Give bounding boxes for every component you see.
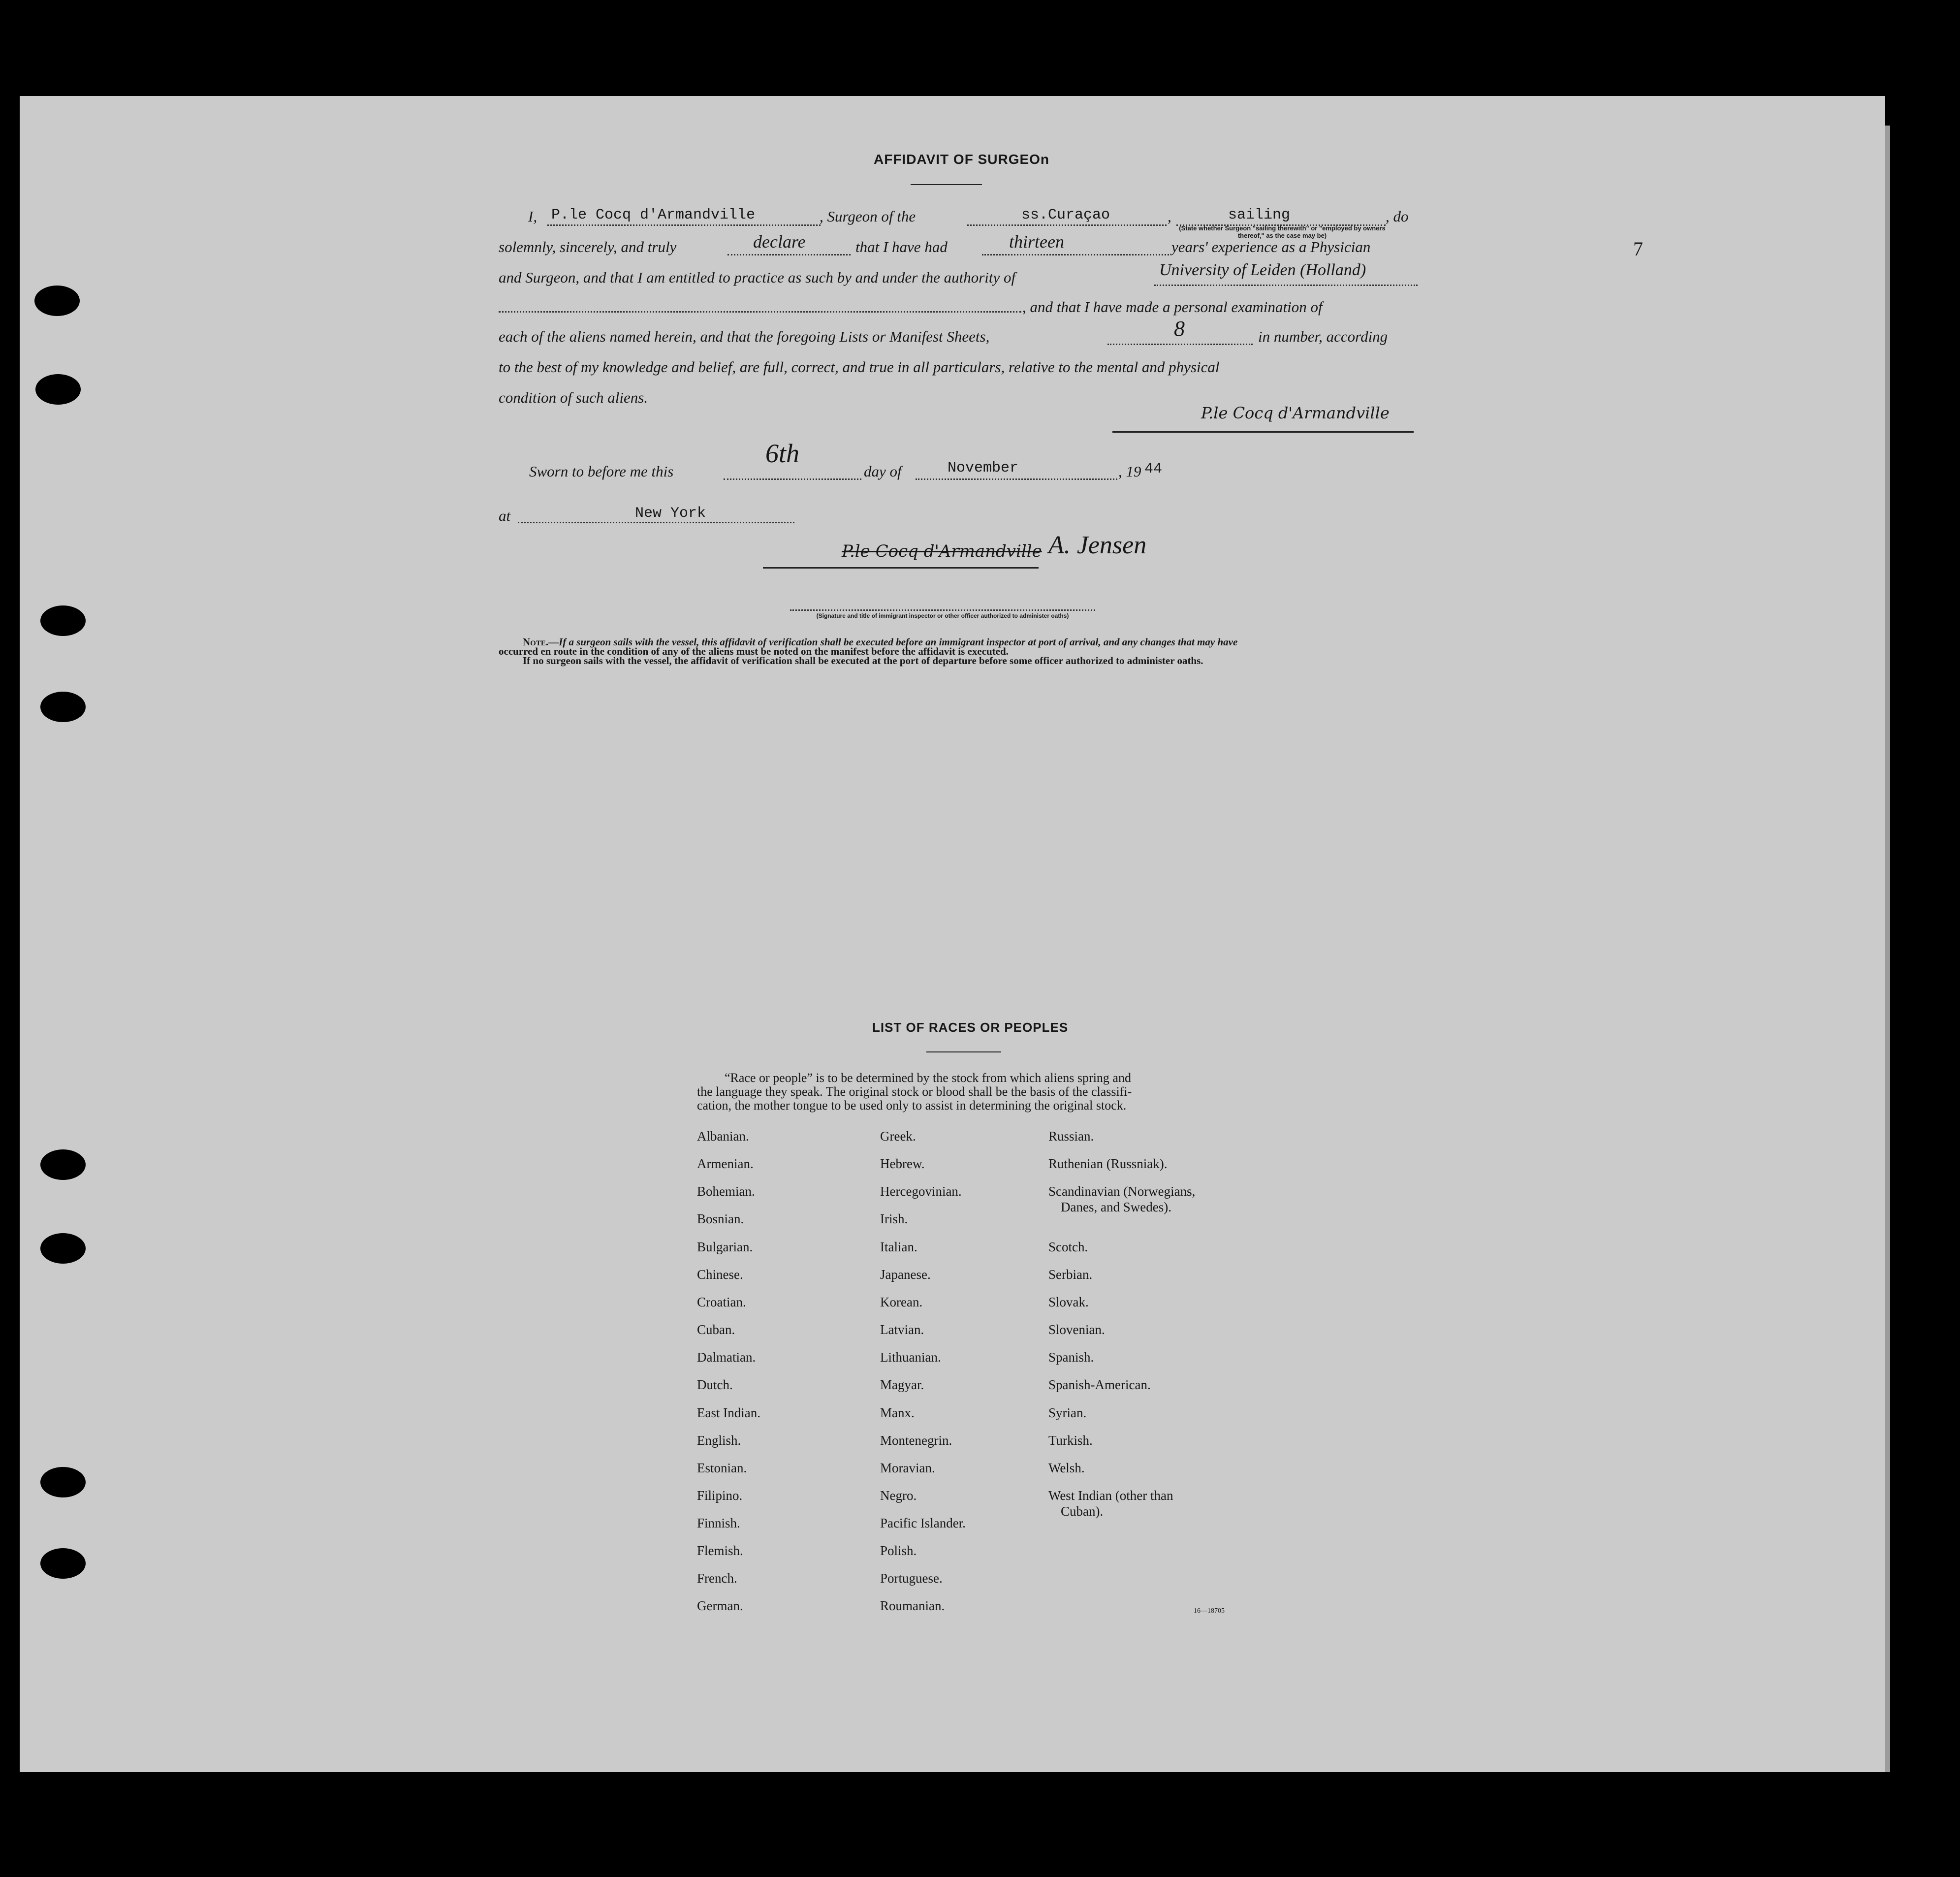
race-item: Bulgarian. <box>697 1240 753 1254</box>
race-item: Magyar. <box>880 1377 924 1392</box>
race-item: Slovenian. <box>1048 1322 1105 1337</box>
affidavit-text: , and that I have made a personal examination of <box>1022 298 1323 316</box>
blank-line <box>967 224 1167 226</box>
affidavit-text: each of the aliens named herein, and that the foregoing Lists or Manifest Sheets, <box>499 328 990 345</box>
race-item: Korean. <box>880 1295 923 1309</box>
race-item: East Indian. <box>697 1405 760 1420</box>
affidavit-text: years' experience as a Physician <box>1171 238 1371 255</box>
blank-line <box>518 522 794 523</box>
sheets-field: 8 <box>1174 317 1185 341</box>
note-line: If no surgeon sails with the vessel, the affidavit of verification shall be executed at the port of departure before some officer authorized to administer oaths. <box>523 655 1203 667</box>
officer-signature-2: A. Jensen <box>1048 531 1147 559</box>
race-item: Croatian. <box>697 1295 746 1309</box>
blank-line <box>547 224 821 226</box>
race-item: Albanian. <box>697 1129 749 1144</box>
race-item: Estonian. <box>697 1461 747 1475</box>
surgeon-name-field: P.le Cocq d'Armandville <box>551 207 756 223</box>
binder-hole <box>40 1149 86 1180</box>
race-item: Armenian. <box>697 1156 754 1171</box>
race-item: Finnish. <box>697 1516 740 1530</box>
race-item: Spanish-American. <box>1048 1377 1151 1392</box>
race-item: Welsh. <box>1048 1461 1085 1475</box>
race-item: Syrian. <box>1048 1405 1087 1420</box>
form-number: 16—18705 <box>1194 1607 1225 1615</box>
race-item: Portuguese. <box>880 1571 943 1586</box>
note-line: —If a surgeon sails with the vessel, this affidavit of verification shall be executed before an immigrant inspector at port of arrival, and any changes that may have <box>548 636 1238 648</box>
race-item: Moravian. <box>880 1461 935 1475</box>
races-title: LIST OF RACES OR PEOPLES <box>872 1020 1069 1035</box>
affidavit-text: and Surgeon, and that I am entitled to practice as such by and under the authority of <box>499 269 1016 286</box>
races-intro: the language they speak. The original stock or blood shall be the basis of the classifi- <box>697 1084 1132 1099</box>
vessel-field: ss.Curaçao <box>1021 207 1110 223</box>
binder-hole <box>35 374 81 405</box>
race-item: Chinese. <box>697 1267 743 1282</box>
blank-line <box>724 478 861 480</box>
race-item: Scotch. <box>1048 1240 1088 1254</box>
sworn-year-field: 44 <box>1144 461 1163 477</box>
sheet-edge <box>1885 126 1890 1772</box>
race-item: Pacific Islander. <box>880 1516 966 1530</box>
affidavit-text: that I have had <box>855 238 948 255</box>
sailing-field: sailing <box>1228 207 1291 223</box>
binder-hole <box>40 605 86 636</box>
sworn-month-field: November <box>948 460 1019 477</box>
signature-line <box>1112 431 1414 433</box>
at-label: at <box>499 507 511 524</box>
affidavit-text: condition of such aliens. <box>499 389 648 406</box>
race-item: Dalmatian. <box>697 1350 756 1365</box>
years-field: thirteen <box>1009 232 1064 252</box>
officer-signature: P.le Cocq d'Armandville <box>842 541 1042 561</box>
declare-field: declare <box>753 232 806 252</box>
race-item: French. <box>697 1571 737 1586</box>
affidavit-text: solemnly, sincerely, and truly <box>499 238 677 255</box>
race-item: Negro. <box>880 1488 917 1503</box>
title-rule <box>926 1051 1001 1052</box>
blank-line <box>790 609 1095 611</box>
affidavit-text: , <box>1168 208 1171 225</box>
races-intro: cation, the mother tongue to be used only to assist in determining the original stock. <box>697 1098 1127 1113</box>
race-item: Bohemian. <box>697 1184 755 1199</box>
race-item: West Indian (other than <box>1048 1488 1173 1503</box>
sworn-text: Sworn to before me this <box>529 463 674 480</box>
sailing-note: (State whether Surgeon "sailing therewith" or "employed by owners thereof," as the case may be) <box>1179 224 1386 239</box>
authority-field: University of Leiden (Holland) <box>1159 261 1366 279</box>
race-item: Montenegrin. <box>880 1433 952 1448</box>
title-rule <box>911 184 982 185</box>
race-item: Cuban. <box>697 1322 735 1337</box>
race-item: Hebrew. <box>880 1156 925 1171</box>
race-item: Flemish. <box>697 1543 743 1558</box>
race-item: Bosnian. <box>697 1211 744 1226</box>
binder-hole <box>34 286 80 316</box>
race-item: Irish. <box>880 1211 908 1226</box>
affidavit-text: , do <box>1386 208 1409 225</box>
races-intro: “Race or people” is to be determined by the stock from which aliens spring and <box>725 1071 1131 1085</box>
affidavit-text: , Surgeon of the <box>820 208 916 225</box>
race-item: Spanish. <box>1048 1350 1094 1365</box>
race-item: Greek. <box>880 1129 916 1144</box>
binder-hole <box>40 1233 86 1264</box>
binder-hole <box>40 1467 86 1497</box>
affidavit-title: AFFIDAVIT OF SURGEOn <box>874 152 1050 167</box>
race-item: Turkish. <box>1048 1433 1093 1448</box>
race-item: Japanese. <box>880 1267 931 1282</box>
blank-line <box>1154 285 1418 286</box>
race-item: German. <box>697 1598 743 1613</box>
affidavit-text: in number, according <box>1258 328 1388 345</box>
race-item: Manx. <box>880 1405 915 1420</box>
race-item: Danes, and Swedes). <box>1061 1200 1171 1214</box>
affidavit-text: to the best of my knowledge and belief, are full, correct, and true in all particulars, relative to the mental and physical <box>499 358 1220 376</box>
race-item: Italian. <box>880 1240 917 1254</box>
binder-hole <box>40 1548 86 1579</box>
officer-caption: (Signature and title of immigrant inspector or other officer authorized to administer oaths) <box>816 612 1069 619</box>
race-item: Slovak. <box>1048 1295 1089 1309</box>
race-item: Latvian. <box>880 1322 924 1337</box>
sworn-day-field: 6th <box>765 439 800 468</box>
note-line: occurred en route in the condition of any of the aliens must be noted on the manifest before the affidavit is executed. <box>499 645 1009 657</box>
affidavit-text: I, <box>528 208 537 225</box>
place-field: New York <box>635 505 706 522</box>
race-item: Lithuanian. <box>880 1350 941 1365</box>
race-item: Dutch. <box>697 1377 733 1392</box>
race-item: Hercegovinian. <box>880 1184 962 1199</box>
race-item: Ruthenian (Russniak). <box>1048 1156 1168 1171</box>
binder-hole <box>40 692 86 722</box>
sworn-text: day of <box>864 463 902 480</box>
race-item: Russian. <box>1048 1129 1094 1144</box>
race-item: Filipino. <box>697 1488 743 1503</box>
note-label: Note. <box>523 636 549 648</box>
blank-line <box>1107 344 1253 345</box>
blank-line <box>727 254 851 255</box>
race-item: Polish. <box>880 1543 917 1558</box>
surgeon-signature: P.le Cocq d'Armandville <box>1201 404 1390 422</box>
signature-line <box>763 567 1039 569</box>
sworn-text: , 19 <box>1118 463 1141 480</box>
race-item: Scandinavian (Norwegians, <box>1048 1184 1196 1199</box>
blank-line <box>499 311 1021 313</box>
race-item: Cuban). <box>1061 1504 1104 1519</box>
race-item: English. <box>697 1433 741 1448</box>
race-item: Roumanian. <box>880 1598 945 1613</box>
margin-mark: 7 <box>1633 238 1643 260</box>
blank-line <box>916 478 1117 480</box>
blank-line <box>982 254 1169 255</box>
race-item: Serbian. <box>1048 1267 1093 1282</box>
